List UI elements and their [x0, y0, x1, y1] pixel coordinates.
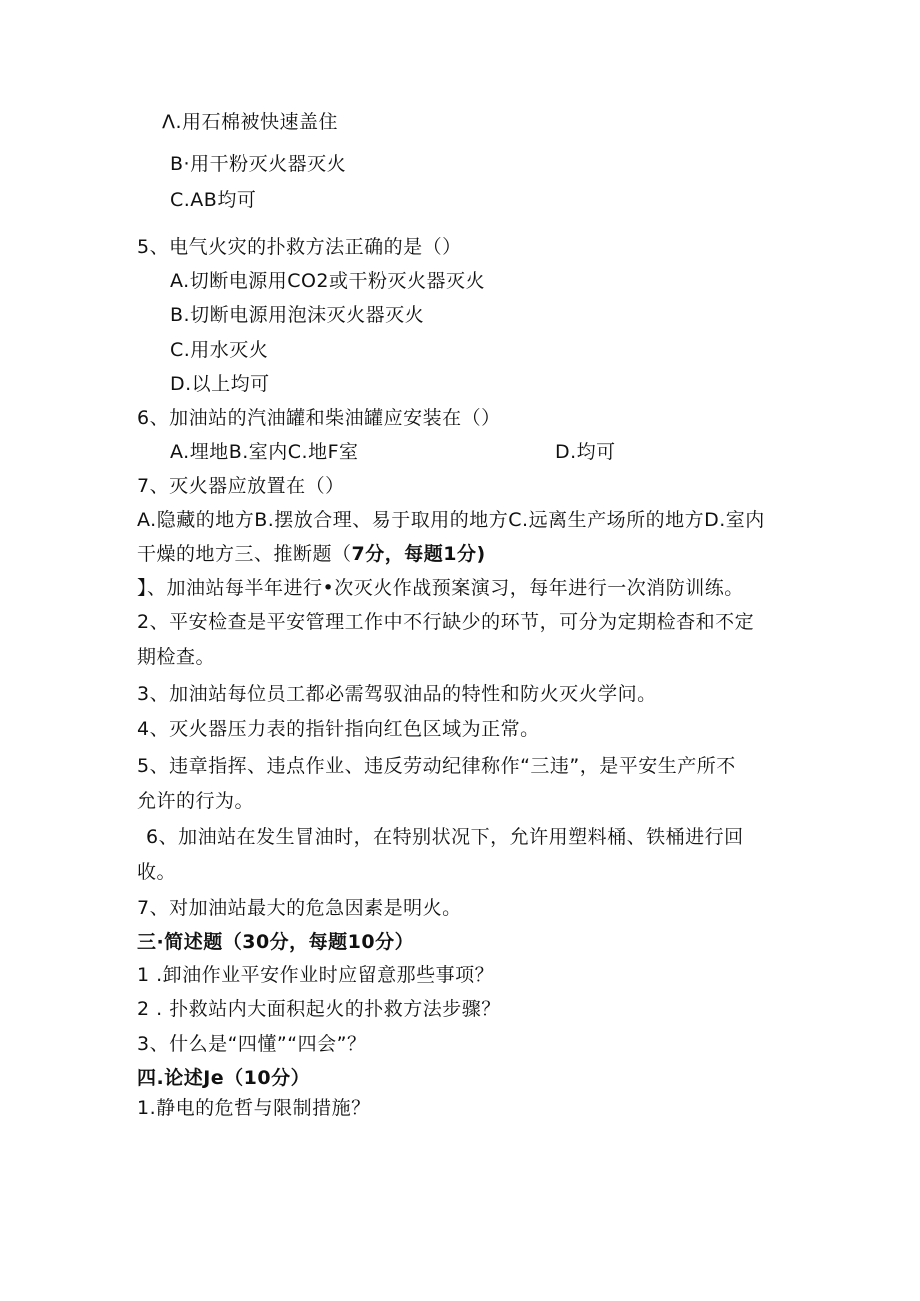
essay-1: 1.静电的危哲与限制措施？: [137, 1097, 371, 1119]
judgment-7: 7、对加油站最大的危急因素是明火。: [137, 897, 462, 919]
judgment-5-cont: 允许的行为。: [137, 790, 255, 812]
question-7: 7、灭火器应放置在（）: [137, 475, 345, 497]
q5-option-a: A.切断电源用CO2或干粉灭火器灭火: [170, 270, 486, 292]
q6-option-d: D.均可: [555, 441, 616, 463]
section-3-score: 7分，每题1分): [351, 543, 486, 565]
judgment-6-cont: 收。: [137, 861, 177, 883]
question-6: 6、加油站的汽油罐和柴油罐应安装在（）: [137, 407, 501, 429]
question-5: 5、电气火灾的扑救方法正确的是（）: [137, 236, 462, 258]
q7-options: A.隐藏的地方B.摆放合理、易于取用的地方C.远离生产场所的地方D.室内: [137, 509, 765, 531]
section-3-heading-prefix: 干燥的地方三、推断题（: [137, 543, 352, 565]
q5-option-b: B.切断电源用泡沫灭火器灭火: [170, 304, 425, 326]
section-4-essay-heading: 四.论述Je（10分）: [137, 1067, 311, 1089]
judgment-5: 5、违章指挥、违点作业、违反劳动纪律称作“三违”，是平安生产所不: [137, 755, 736, 777]
q6-options-abc: A.埋地B.室内C.地F室: [170, 441, 359, 463]
judgment-6: 6、加油站在发生冒油时，在特别状况下，允许用塑料桶、铁桶进行回: [146, 826, 744, 848]
short-answer-3: 3、什么是“四懂”“四会”？: [137, 1033, 367, 1055]
short-answer-2: 2 . 扑救站内大面积起火的扑救方法步骤？: [137, 998, 501, 1020]
option-b-dry-powder: B·用干粉灭火器灭火: [170, 153, 347, 175]
option-a-asbestos: Λ.用石棉被快速盖住: [162, 111, 339, 133]
judgment-4: 4、灭火器压力表的指针指向红色区域为正常。: [137, 718, 540, 740]
option-c-ab: C.AB均可: [170, 189, 257, 211]
q5-option-c: C.用水灭火: [170, 339, 269, 361]
judgment-1: 】、加油站每半年进行•次灭火作战预案演习，每年进行一次消防训练。: [137, 577, 744, 599]
judgment-2-cont: 期检查。: [137, 646, 216, 668]
judgment-2: 2、平安检查是平安管理工作中不行缺少的环节，可分为定期检杳和不定: [137, 611, 755, 633]
short-answer-1: 1 .卸油作业平安作业时应留意那些事项？: [137, 964, 495, 986]
q5-option-d: D.以上均可: [170, 373, 270, 395]
judgment-3: 3、加油站每位员工都必需驾驭油品的特性和防火灭火学问。: [137, 683, 657, 705]
section-3-short-answer-heading: 三·简述题（30分，每题10分）: [137, 931, 415, 953]
section-3-line: [137, 542, 486, 566]
